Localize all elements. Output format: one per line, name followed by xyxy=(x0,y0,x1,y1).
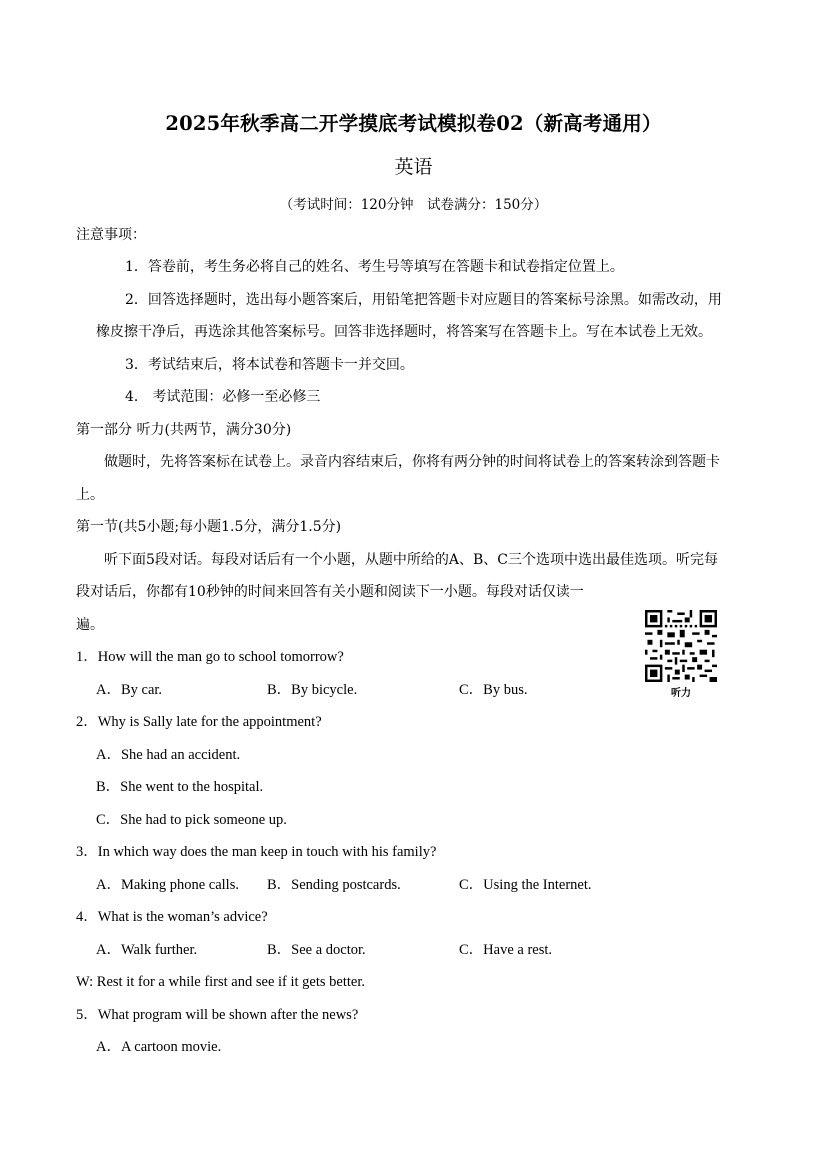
question-1-stem: 1．How will the man go to school tomorrow? xyxy=(76,649,344,665)
notice-item-3: 3．考试结束后，将本试卷和答题卡一并交回。 xyxy=(125,357,414,373)
exam-info: （考试时间：120分钟 试卷满分：150分） xyxy=(279,197,548,213)
notice-item-1: 1．答卷前，考生务必将自己的姓名、考生号等填写在答题卡和试卷指定位置上。 xyxy=(125,259,624,275)
question-1-option-a: A．By car. xyxy=(96,682,163,698)
section1-heading: 第一节(共5小题;每小题1.5分，满分1.5分) xyxy=(76,519,342,535)
question-3-option-c: C．Using the Internet. xyxy=(459,877,592,893)
part1-intro-line1: 做题时，先将答案标在试卷上。录音内容结束后，你将有两分钟的时间将试卷上的答案转涂到答题卡 xyxy=(104,454,720,470)
question-3-option-b: B．Sending postcards. xyxy=(267,877,401,893)
question-5-stem: 5．What program will be shown after the news? xyxy=(76,1007,359,1023)
qr-code-icon xyxy=(645,610,717,682)
qr-label: 听力 xyxy=(671,688,691,699)
question-4-option-b: B．See a doctor. xyxy=(267,942,366,958)
question-2-option-c: C．She had to pick someone up. xyxy=(96,812,287,828)
part1-heading: 第一部分 听力(共两节，满分30分) xyxy=(76,422,292,438)
question-3-option-a: A．Making phone calls. xyxy=(96,877,239,893)
exam-title: 2025年秋季高二开学摸底考试模拟卷02（新高考通用） xyxy=(165,112,662,135)
section1-line2: 段对话后，你都有10秒钟的时间来回答有关小题和阅读下一小题。每段对话仅读一 xyxy=(76,584,584,600)
question-1-option-b: B．By bicycle. xyxy=(267,682,358,698)
question-2-option-b: B．She went to the hospital. xyxy=(96,779,264,795)
notice-item-2: 2．回答选择题时，选出每小题答案后，用铅笔把答题卡对应题目的答案标号涂黑。如需改动，用 xyxy=(125,292,722,308)
notice-heading: 注意事项： xyxy=(76,227,146,243)
question-3-stem: 3．In which way does the man keep in touch with his family? xyxy=(76,844,437,860)
transcript-line: W: Rest it for a while first and see if it gets better. xyxy=(76,974,365,990)
question-1-option-c: C．By bus. xyxy=(459,682,528,698)
question-2-option-a: A．She had an accident. xyxy=(96,747,241,763)
notice-item-2-cont: 橡皮擦干净后，再选涂其他答案标号。回答非选择题时，将答案写在答题卡上。写在本试卷上无效。 xyxy=(96,324,712,340)
section1-line3: 遍。 xyxy=(76,617,104,633)
section1-line1: 听下面5段对话。每段对话后有一个小题，从题中所给的A、B、C三个选项中选出最佳选项。听完每 xyxy=(104,552,719,568)
notice-item-4: 4． 考试范围：必修一至必修三 xyxy=(125,389,321,405)
question-2-stem: 2．Why is Sally late for the appointment? xyxy=(76,714,322,730)
question-4-option-a: A．Walk further. xyxy=(96,942,198,958)
part1-intro-line2: 上。 xyxy=(76,487,104,503)
question-5-option-a: A．A cartoon movie. xyxy=(96,1039,222,1055)
question-4-stem: 4．What is the woman’s advice? xyxy=(76,909,268,925)
question-4-option-c: C．Have a rest. xyxy=(459,942,553,958)
subject-title: 英语 xyxy=(394,156,433,178)
